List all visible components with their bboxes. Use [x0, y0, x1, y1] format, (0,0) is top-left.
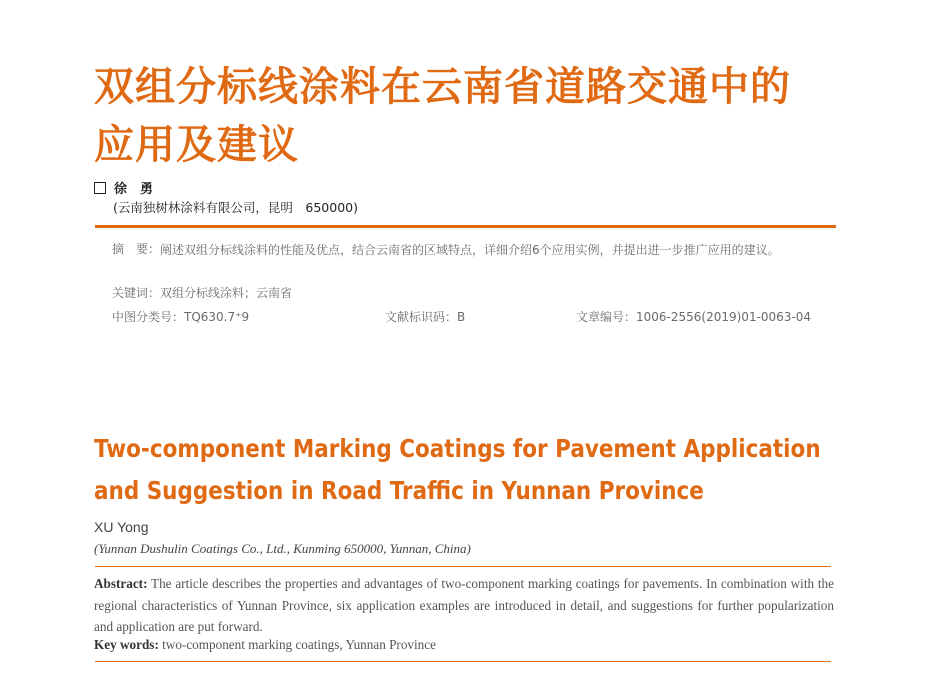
chinese-abstract-text: 阐述双组分标线涂料的性能及优点，结合云南省的区域特点，详细介绍6个应用实例，并提出进一步推广应用的建议。	[160, 243, 780, 257]
chinese-abstract-label: 摘 要：	[112, 242, 161, 256]
english-keywords-text: two-component marking coatings, Yunnan Province	[162, 637, 436, 652]
chinese-author-name: 徐 勇	[114, 182, 154, 197]
english-abstract-label: Abstract:	[94, 576, 148, 591]
english-author: XU Yong	[94, 519, 149, 535]
divider-rule-bottom	[95, 661, 831, 662]
chinese-title-line-2: 应用及建议	[94, 122, 299, 168]
chinese-author	[94, 178, 153, 197]
square-bullet-icon	[94, 182, 106, 194]
english-abstract	[94, 573, 834, 638]
chinese-classification: 中图分类号：TQ630.7⁺9	[112, 310, 250, 324]
article-number: 文章编号：1006-2556(2019)01-0063-04	[576, 310, 812, 324]
divider-rule-top	[95, 566, 831, 567]
english-abstract-text: The article describes the properties and advantages of two-component marking coatings for pavements. In combination with the regional characteristics of Yunnan Province, six application examples are introduced in detail, and suggestions for further popularization and application are put forward.	[94, 576, 834, 634]
chinese-keywords: 关键词：双组分标线涂料；云南省	[112, 286, 293, 300]
divider-rule	[95, 225, 836, 228]
english-title	[94, 428, 821, 512]
english-title-line-1: Two-component Marking Coatings for Pavement Application	[94, 434, 821, 463]
chinese-title	[94, 58, 854, 174]
english-keywords	[94, 637, 436, 653]
english-keywords-label: Key words:	[94, 637, 159, 652]
english-affiliation: (Yunnan Dushulin Coatings Co., Ltd., Kunming 650000, Yunnan, China)	[94, 541, 471, 556]
document-code: 文献标识码：B	[385, 310, 466, 324]
chinese-affiliation: (云南独树林涂料有限公司，昆明 650000)	[113, 200, 358, 215]
chinese-title-line-1: 双组分标线涂料在云南省道路交通中的	[94, 64, 791, 110]
english-title-line-2: and Suggestion in Road Traffic in Yunnan Province	[94, 476, 704, 505]
